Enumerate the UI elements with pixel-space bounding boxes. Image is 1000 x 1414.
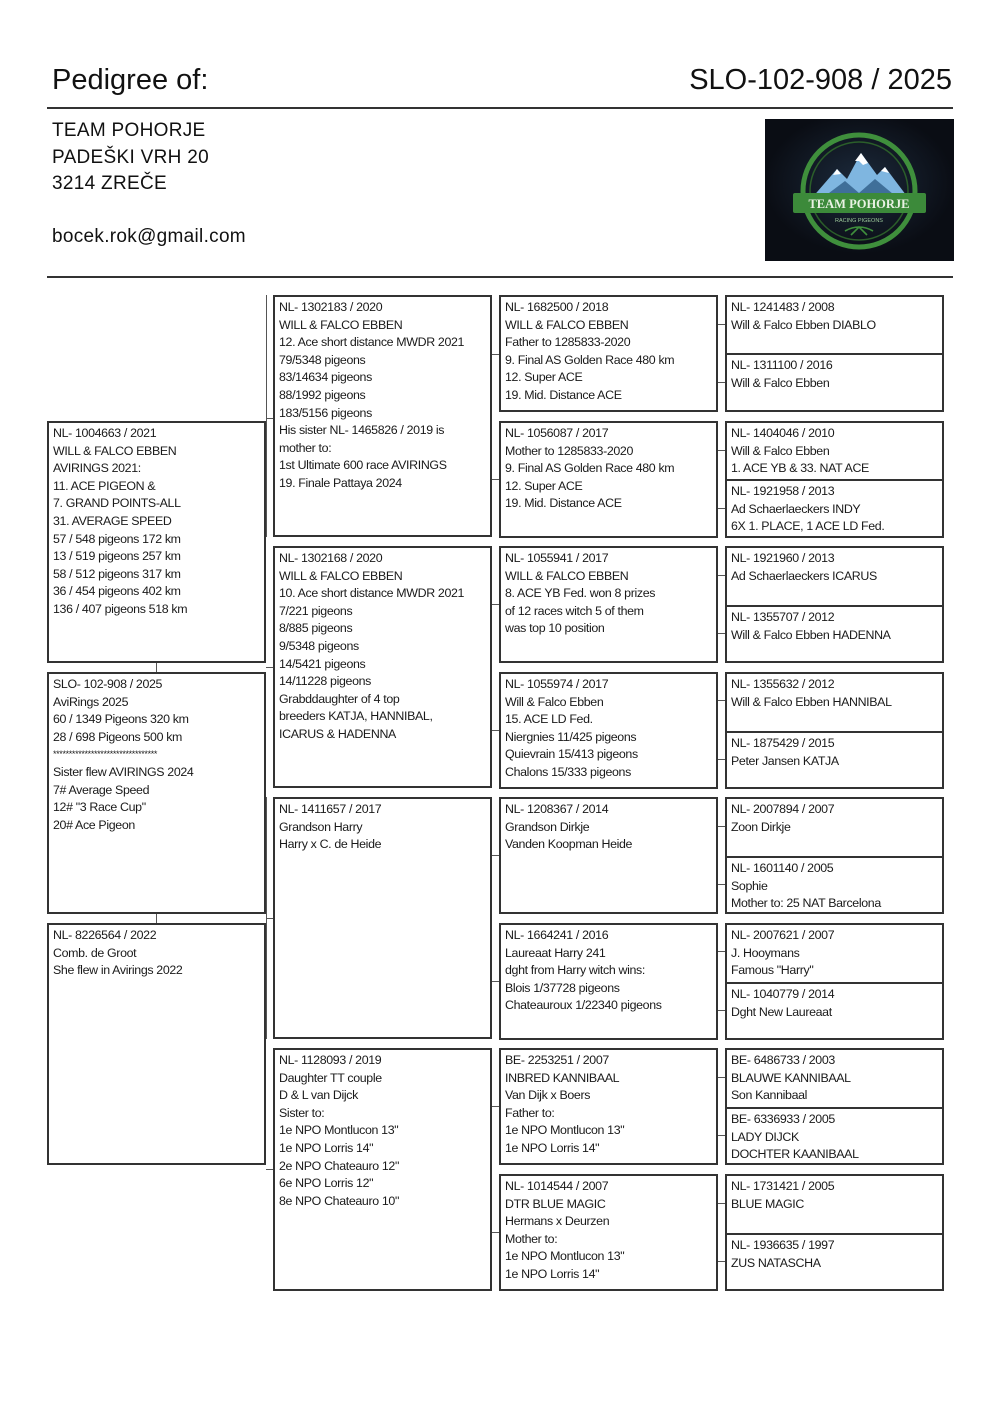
- sire-line: 36 / 454 pigeons 402 km: [53, 584, 181, 599]
- great-grandparent-box: [499, 1174, 718, 1291]
- ggg-line: Sophie: [731, 878, 768, 893]
- connector-line: [266, 918, 273, 919]
- grandparent-line: NL- 1302168 / 2020: [279, 551, 383, 565]
- connector-line: [492, 1232, 499, 1233]
- great-grandparent-line: 9. Final AS Golden Race 480 km: [505, 461, 675, 476]
- connector-line: [492, 604, 499, 605]
- connector-line: [718, 700, 725, 701]
- grandparent-line: 7/221 pigeons: [279, 603, 353, 618]
- great-grandparent-line: Blois 1/37728 pigeons: [505, 980, 620, 995]
- ggg-line: NL- 1241483 / 2008: [731, 300, 835, 314]
- connector-line: [266, 295, 267, 537]
- logo-subtext: RACING PIGEONS: [835, 218, 883, 224]
- owner-email[interactable]: bocek.rok@gmail.com: [52, 225, 246, 247]
- great-grandparent-line: Mother to 1285833-2020: [505, 443, 634, 458]
- great-grandparent-line: Van Dijk x Boers: [505, 1088, 591, 1103]
- connector-line: [718, 951, 725, 952]
- ggg-line: NL- 1921958 / 2013: [731, 484, 835, 498]
- grandparent-line: 12. Ace short distance MWDR 2021: [279, 335, 465, 350]
- ggg-line: NL- 1040779 / 2014: [731, 987, 835, 1001]
- page-title: Pedigree of:: [52, 64, 209, 96]
- ring-number-title: SLO-102-908 / 2025: [689, 64, 952, 96]
- pair-divider: [727, 353, 942, 355]
- grandparent-line: 6e NPO Lorris 12": [279, 1176, 374, 1191]
- great-grandparent-line: of 12 races witch 5 of them: [505, 603, 644, 618]
- grandparent-box: [273, 295, 492, 537]
- owner-block: [52, 118, 246, 250]
- connector-line: [492, 479, 499, 480]
- grandparent-line: WILL & FALCO EBBEN: [279, 568, 403, 583]
- ggg-line: Will & Falco Ebben: [731, 375, 830, 390]
- grandparent-line: Grandson Harry: [279, 819, 363, 834]
- grandparent-line: 88/1992 pigeons: [279, 387, 366, 402]
- team-logo: [765, 119, 954, 261]
- great-grandparent-box: [499, 295, 718, 412]
- grandparent-line: Sister to:: [279, 1105, 325, 1120]
- great-grandparent-line: 1e NPO Montlucon 13": [505, 1249, 625, 1264]
- great-grandparent-line: Vanden Koopman Heide: [505, 837, 633, 852]
- great-grandparent-line: NL- 1014544 / 2007: [505, 1179, 609, 1193]
- grandparent-box: [273, 1048, 492, 1291]
- ggg-line: Will & Falco Ebben HANNIBAL: [731, 694, 892, 709]
- great-grandparent-line: 12. Super ACE: [505, 478, 583, 493]
- owner-name: TEAM POHORJE: [52, 120, 206, 141]
- dam-line: Comb. de Groot: [53, 945, 137, 960]
- sire-line: 7. GRAND POINTS-ALL: [53, 496, 181, 511]
- ggg-line: Will & Falco Ebben HADENNA: [731, 627, 891, 642]
- connector-line: [718, 575, 725, 576]
- great-grandparent-line: Chalons 15/333 pigeons: [505, 764, 631, 779]
- ggg-line: NL- 2007621 / 2007: [731, 928, 835, 942]
- ggg-line: NL- 1355632 / 2012: [731, 677, 835, 691]
- great-grandparent-box: [499, 546, 718, 663]
- great-grandparent-line: WILL & FALCO EBBEN: [505, 317, 629, 332]
- connector-line: [492, 354, 499, 355]
- ggg-line: BE- 6486733 / 2003: [731, 1053, 835, 1067]
- ggg-line: BLAUWE KANNIBAAL: [731, 1070, 851, 1085]
- great-grandparent-box: [499, 797, 718, 914]
- great-grandparent-line: NL- 1056087 / 2017: [505, 426, 609, 440]
- sire-line: 11. ACE PIGEON &: [53, 478, 156, 493]
- great-grandparent-line: Mother to:: [505, 1231, 558, 1246]
- great-grandparent-line: 1e NPO Lorris 14": [505, 1266, 600, 1281]
- great-grandparent-line: Grandson Dirkje: [505, 819, 590, 834]
- great-grandparent-line: NL- 1682500 / 2018: [505, 300, 609, 314]
- great-grandparent-line: NL- 1055974 / 2017: [505, 677, 609, 691]
- grandparent-line: Grabddaughter of 4 top: [279, 691, 400, 706]
- grandparent-line: Harry x C. de Heide: [279, 837, 382, 852]
- connector-line: [266, 667, 273, 668]
- sire-line: 58 / 512 pigeons 317 km: [53, 566, 181, 581]
- connector-line: [492, 981, 499, 982]
- ggg-line: BLUE MAGIC: [731, 1196, 804, 1211]
- connector-line: [266, 1169, 273, 1170]
- ggg-line: Dght New Laureaat: [731, 1004, 832, 1019]
- great-grandparent-line: DTR BLUE MAGIC: [505, 1196, 606, 1211]
- sire-line: AVIRINGS 2021:: [53, 461, 141, 476]
- connector-line: [492, 855, 499, 856]
- connector-line: [718, 382, 725, 383]
- subject-line: AviRings 2025: [53, 694, 129, 709]
- great-grandparent-line: 12. Super ACE: [505, 370, 583, 385]
- sire-line: 31. AVERAGE SPEED: [53, 513, 172, 528]
- great-grandparent-line: Hermans x Deurzen: [505, 1214, 610, 1229]
- connector-line: [492, 730, 499, 731]
- ggg-line: DOCHTER KAANIBAAL: [731, 1147, 859, 1162]
- connector-line: [718, 826, 725, 827]
- grandparent-line: 8/885 pigeons: [279, 621, 353, 636]
- great-grandparent-line: BE- 2253251 / 2007: [505, 1053, 609, 1067]
- great-grandparent-line: dght from Harry witch wins:: [505, 963, 645, 978]
- connector-line: [718, 324, 725, 325]
- header-rule: [47, 107, 953, 109]
- grandparent-line: His sister NL- 1465826 / 2019 is: [279, 423, 445, 438]
- grandparent-line: NL- 1302183 / 2020: [279, 300, 383, 314]
- great-grandparent-line: 9. Final AS Golden Race 480 km: [505, 352, 675, 367]
- pair-divider: [727, 1107, 942, 1109]
- great-grandparent-line: 19. Mid. Distance ACE: [505, 387, 622, 402]
- grandparent-line: 1st Ultimate 600 race AVIRINGS: [279, 458, 447, 473]
- great-grandparent-line: NL- 1055941 / 2017: [505, 551, 609, 565]
- pair-divider: [727, 731, 942, 733]
- great-great-grandparent-pair: [725, 797, 944, 914]
- great-grandparent-line: 1e NPO Lorris 14": [505, 1140, 600, 1155]
- grandparent-line: 83/14634 pigeons: [279, 370, 372, 385]
- great-grandparent-box: [499, 672, 718, 789]
- subject-line: 20# Ace Pigeon: [53, 817, 135, 832]
- grandparent-line: WILL & FALCO EBBEN: [279, 317, 403, 332]
- team-logo-emblem: [765, 119, 954, 261]
- connector-line: [718, 450, 725, 451]
- connector-line: [718, 508, 725, 509]
- ggg-line: NL- 1355707 / 2012: [731, 610, 835, 624]
- great-grandparent-box: [499, 421, 718, 538]
- ggg-line: Peter Jansen KATJA: [731, 753, 839, 768]
- connector-line: [718, 1203, 725, 1204]
- grandparent-line: 19. Finale Pattaya 2024: [279, 475, 402, 490]
- grandparent-line: 9/5348 pigeons: [279, 638, 359, 653]
- grandparent-line: 8e NPO Chateauro 10": [279, 1193, 400, 1208]
- subject-line: 28 / 698 Pigeons 500 km: [53, 729, 183, 744]
- ggg-line: Son Kannibaal: [731, 1088, 808, 1103]
- great-great-grandparent-pair: [725, 1174, 944, 1291]
- great-great-grandparent-pair: [725, 672, 944, 789]
- great-grandparent-line: NL- 1664241 / 2016: [505, 928, 609, 942]
- ggg-line: NL- 1731421 / 2005: [731, 1179, 835, 1193]
- ggg-line: Zoon Dirkje: [731, 819, 791, 834]
- connector-line: [718, 1010, 725, 1011]
- ggg-line: J. Hooymans: [731, 945, 800, 960]
- pair-divider: [727, 605, 942, 607]
- grandparent-box: [273, 546, 492, 788]
- header-bottom-rule: [47, 276, 953, 278]
- ggg-line: BE- 6336933 / 2005: [731, 1112, 835, 1126]
- ggg-line: Ad Schaerlaeckers INDY: [731, 501, 861, 516]
- sire-box: [47, 421, 266, 663]
- pair-divider: [727, 982, 942, 984]
- connector-line: [718, 759, 725, 760]
- great-grandparent-line: 8. ACE YB Fed. won 8 prizes: [505, 586, 656, 601]
- great-grandparent-line: Father to:: [505, 1105, 555, 1120]
- grandparent-line: 10. Ace short distance MWDR 2021: [279, 586, 465, 601]
- great-grandparent-line: was top 10 position: [505, 621, 605, 636]
- sire-line: 13 / 519 pigeons 257 km: [53, 549, 181, 564]
- great-grandparent-line: INBRED KANNIBAAL: [505, 1070, 620, 1085]
- ggg-line: NL- 1875429 / 2015: [731, 736, 835, 750]
- great-grandparent-box: [499, 1048, 718, 1165]
- sire-line: NL- 1004663 / 2021: [53, 426, 157, 440]
- ggg-line: Will & Falco Ebben DIABLO: [731, 317, 876, 332]
- great-great-grandparent-pair: [725, 923, 944, 1040]
- grandparent-line: NL- 1128093 / 2019: [279, 1053, 382, 1067]
- subject-box: [47, 672, 266, 914]
- grandparent-line: 79/5348 pigeons: [279, 352, 366, 367]
- ggg-line: 6X 1. PLACE, 1 ACE LD Fed.: [731, 519, 885, 534]
- grandparent-line: mother to:: [279, 440, 332, 455]
- ggg-line: Mother to: 25 NAT Barcelona: [731, 896, 881, 911]
- owner-street: PADEŠKI VRH 20: [52, 146, 209, 168]
- subject-line: 7# Average Speed: [53, 782, 150, 797]
- great-grandparent-line: Will & Falco Ebben: [505, 694, 604, 709]
- dam-line: She flew in Avirings 2022: [53, 963, 183, 978]
- subject-line: SLO- 102-908 / 2025: [53, 677, 163, 691]
- subject-line: Sister flew AVIRINGS 2024: [53, 764, 194, 779]
- connector-line: [718, 1261, 725, 1262]
- great-grandparent-line: Father to 1285833-2020: [505, 335, 631, 350]
- grandparent-line: breeders KATJA, HANNIBAL,: [279, 709, 433, 724]
- sire-line: 136 / 407 pigeons 518 km: [53, 601, 188, 616]
- dam-line: NL- 8226564 / 2022: [53, 928, 157, 942]
- connector-line: [156, 663, 157, 672]
- grandparent-line: D & L van Dijck: [279, 1088, 358, 1103]
- pair-divider: [727, 856, 942, 858]
- ggg-line: ZUS NATASCHA: [731, 1255, 821, 1270]
- grandparent-line: 14/5421 pigeons: [279, 656, 366, 671]
- great-grandparent-line: 1e NPO Montlucon 13": [505, 1123, 625, 1138]
- grandparent-line: Daughter TT couple: [279, 1070, 382, 1085]
- grandparent-line: NL- 1411657 / 2017: [279, 802, 382, 816]
- ggg-line: 1. ACE YB & 33. NAT ACE: [731, 461, 869, 476]
- ggg-line: NL- 1921960 / 2013: [731, 551, 835, 565]
- ggg-line: NL- 2007894 / 2007: [731, 802, 835, 816]
- sire-line: 57 / 548 pigeons 172 km: [53, 531, 181, 546]
- ggg-line: NL- 1936635 / 1997: [731, 1238, 835, 1252]
- ggg-line: NL- 1601140 / 2005: [731, 861, 834, 875]
- grandparent-line: 2e NPO Chateauro 12": [279, 1158, 400, 1173]
- ggg-line: LADY DIJCK: [731, 1129, 799, 1144]
- subject-line: 12# "3 Race Cup": [53, 800, 146, 815]
- ggg-line: Famous "Harry": [731, 963, 814, 978]
- owner-city: 3214 ZREČE: [52, 173, 167, 194]
- ggg-line: NL- 1404046 / 2010: [731, 426, 835, 440]
- great-grandparent-line: Laureaat Harry 241: [505, 945, 606, 960]
- ggg-line: NL- 1311100 / 2016: [731, 358, 833, 372]
- great-grandparent-line: Niergnies 11/425 pigeons: [505, 729, 637, 744]
- connector-line: [156, 914, 157, 923]
- grandparent-box: [273, 797, 492, 1039]
- grandparent-line: 1e NPO Lorris 14": [279, 1140, 374, 1155]
- connector-line: [718, 633, 725, 634]
- logo-text: TEAM POHORJE: [808, 197, 910, 211]
- grandparent-line: 1e NPO Montlucon 13": [279, 1123, 399, 1138]
- great-great-grandparent-pair: [725, 1048, 944, 1165]
- connector-line: [266, 418, 273, 419]
- great-grandparent-line: 19. Mid. Distance ACE: [505, 496, 622, 511]
- great-grandparent-line: WILL & FALCO EBBEN: [505, 568, 629, 583]
- ggg-line: Will & Falco Ebben: [731, 443, 830, 458]
- great-great-grandparent-pair: [725, 546, 944, 663]
- connector-line: [718, 1135, 725, 1136]
- great-great-grandparent-pair: [725, 295, 944, 412]
- pair-divider: [727, 479, 942, 481]
- subject-line: 60 / 1349 Pigeons 320 km: [53, 712, 189, 727]
- great-grandparent-line: Quievrain 15/413 pigeons: [505, 747, 638, 762]
- sire-line: WILL & FALCO EBBEN: [53, 443, 177, 458]
- great-grandparent-box: [499, 923, 718, 1040]
- connector-line: [718, 1077, 725, 1078]
- ggg-line: Ad Schaerlaeckers ICARUS: [731, 568, 877, 583]
- connector-line: [718, 884, 725, 885]
- dam-box: [47, 923, 266, 1165]
- pair-divider: [727, 1233, 942, 1235]
- subject-line: *********************************: [53, 749, 158, 760]
- grandparent-line: 183/5156 pigeons: [279, 405, 372, 420]
- great-grandparent-line: Chateauroux 1/22340 pigeons: [505, 998, 662, 1013]
- great-grandparent-line: NL- 1208367 / 2014: [505, 802, 609, 816]
- grandparent-line: 14/11228 pigeons: [279, 674, 372, 689]
- great-great-grandparent-pair: [725, 421, 944, 538]
- grandparent-line: ICARUS & HADENNA: [279, 726, 396, 741]
- great-grandparent-line: 15. ACE LD Fed.: [505, 712, 593, 727]
- connector-line: [492, 1106, 499, 1107]
